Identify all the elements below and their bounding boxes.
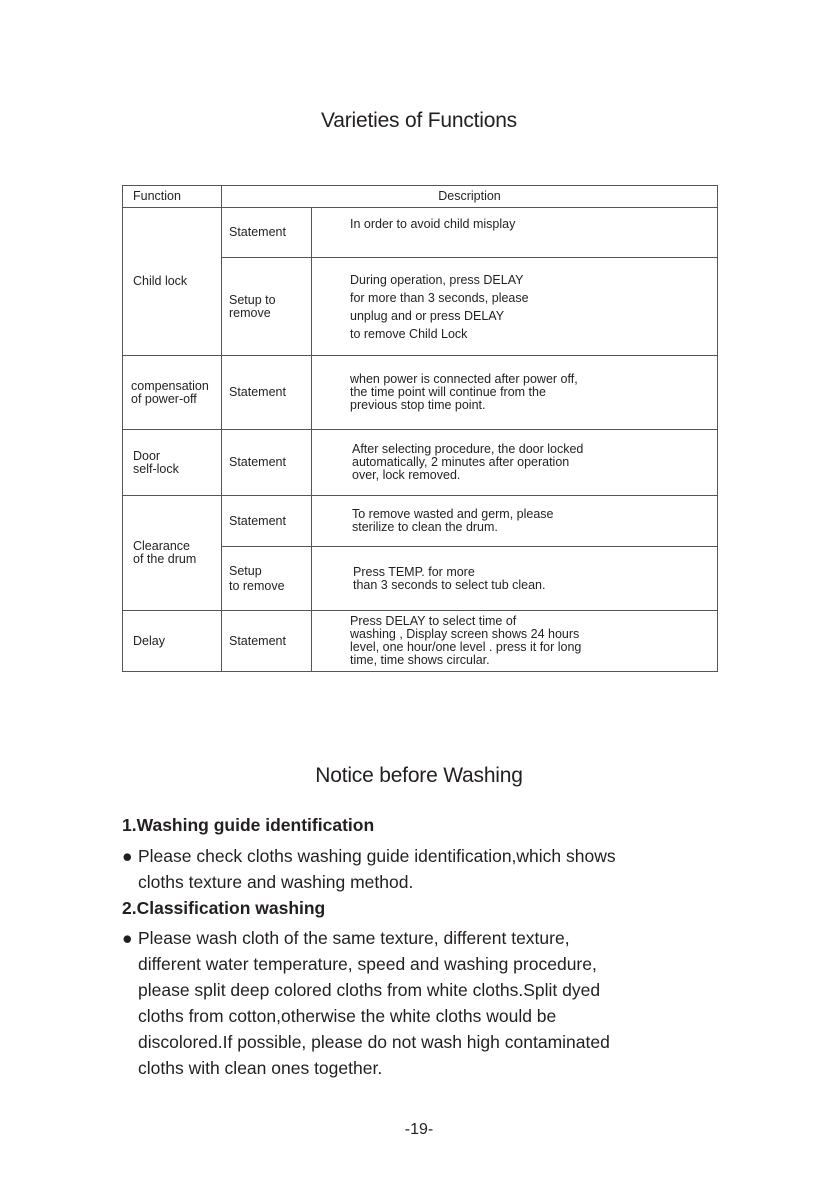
row-description: Press TEMP. for more than 3 seconds to select tub clean. xyxy=(312,547,718,611)
section-heading: 2.Classification washing xyxy=(122,898,326,918)
section2-paragraph: ● Please wash cloth of the same texture, different texture, different water temperature, speed and washing procedure, please split deep colored cloths from white cloths.Split dyed cloths from cotton,otherwise the white cloths would be discolored.If possible, please do not wash high contaminated cloths with clean ones together. xyxy=(122,925,722,1081)
row-description: when power is connected after power off, the time point will continue from the previous stop time point. xyxy=(312,356,718,430)
table-row xyxy=(123,496,718,547)
row-description: In order to avoid child misplay xyxy=(312,208,718,258)
section-heading: 1.Washing guide identification xyxy=(122,815,375,835)
row-label: Statement xyxy=(222,208,312,258)
header-function: Function xyxy=(123,186,222,208)
table-row xyxy=(123,208,718,258)
functions-table xyxy=(122,185,718,672)
table-header-row xyxy=(123,186,718,208)
row-description: After selecting procedure, the door locked automatically, 2 minutes after operation over, lock removed. xyxy=(312,430,718,496)
page-title: Varieties of Functions xyxy=(321,109,517,132)
function-child-lock: Child lock xyxy=(123,208,222,356)
row-description: Press DELAY to select time of washing , Display screen shows 24 hours level, one hour/one level . press it for long time, time shows circular. xyxy=(312,611,718,672)
notice-title: Notice before Washing xyxy=(315,764,523,787)
function-clearance: Clearance of the drum xyxy=(123,496,222,611)
header-description: Description xyxy=(222,186,718,208)
table-row xyxy=(123,430,718,496)
bullet-icon: ● xyxy=(122,846,133,866)
row-label: Statement xyxy=(222,496,312,547)
table-row xyxy=(123,356,718,430)
row-description: To remove wasted and germ, please sterilize to clean the drum. xyxy=(312,496,718,547)
function-delay: Delay xyxy=(123,611,222,672)
row-label: Setup to remove xyxy=(222,258,312,356)
page-number: -19- xyxy=(404,1121,434,1138)
function-door-self-lock: Door self-lock xyxy=(123,430,222,496)
row-label: Statement xyxy=(222,356,312,430)
row-description: During operation, press DELAY for more than 3 seconds, please unplug and or press DELAY to remove Child Lock xyxy=(312,258,718,356)
function-compensation: compensation of power-off xyxy=(123,356,222,430)
bullet-icon: ● xyxy=(122,928,133,948)
table-row xyxy=(123,611,718,672)
row-label: Statement xyxy=(222,430,312,496)
row-label: Setup to remove xyxy=(222,547,312,611)
section1-paragraph: ● Please check cloths washing guide identification,which shows cloths texture and washing method. xyxy=(122,843,722,895)
row-label: Statement xyxy=(222,611,312,672)
